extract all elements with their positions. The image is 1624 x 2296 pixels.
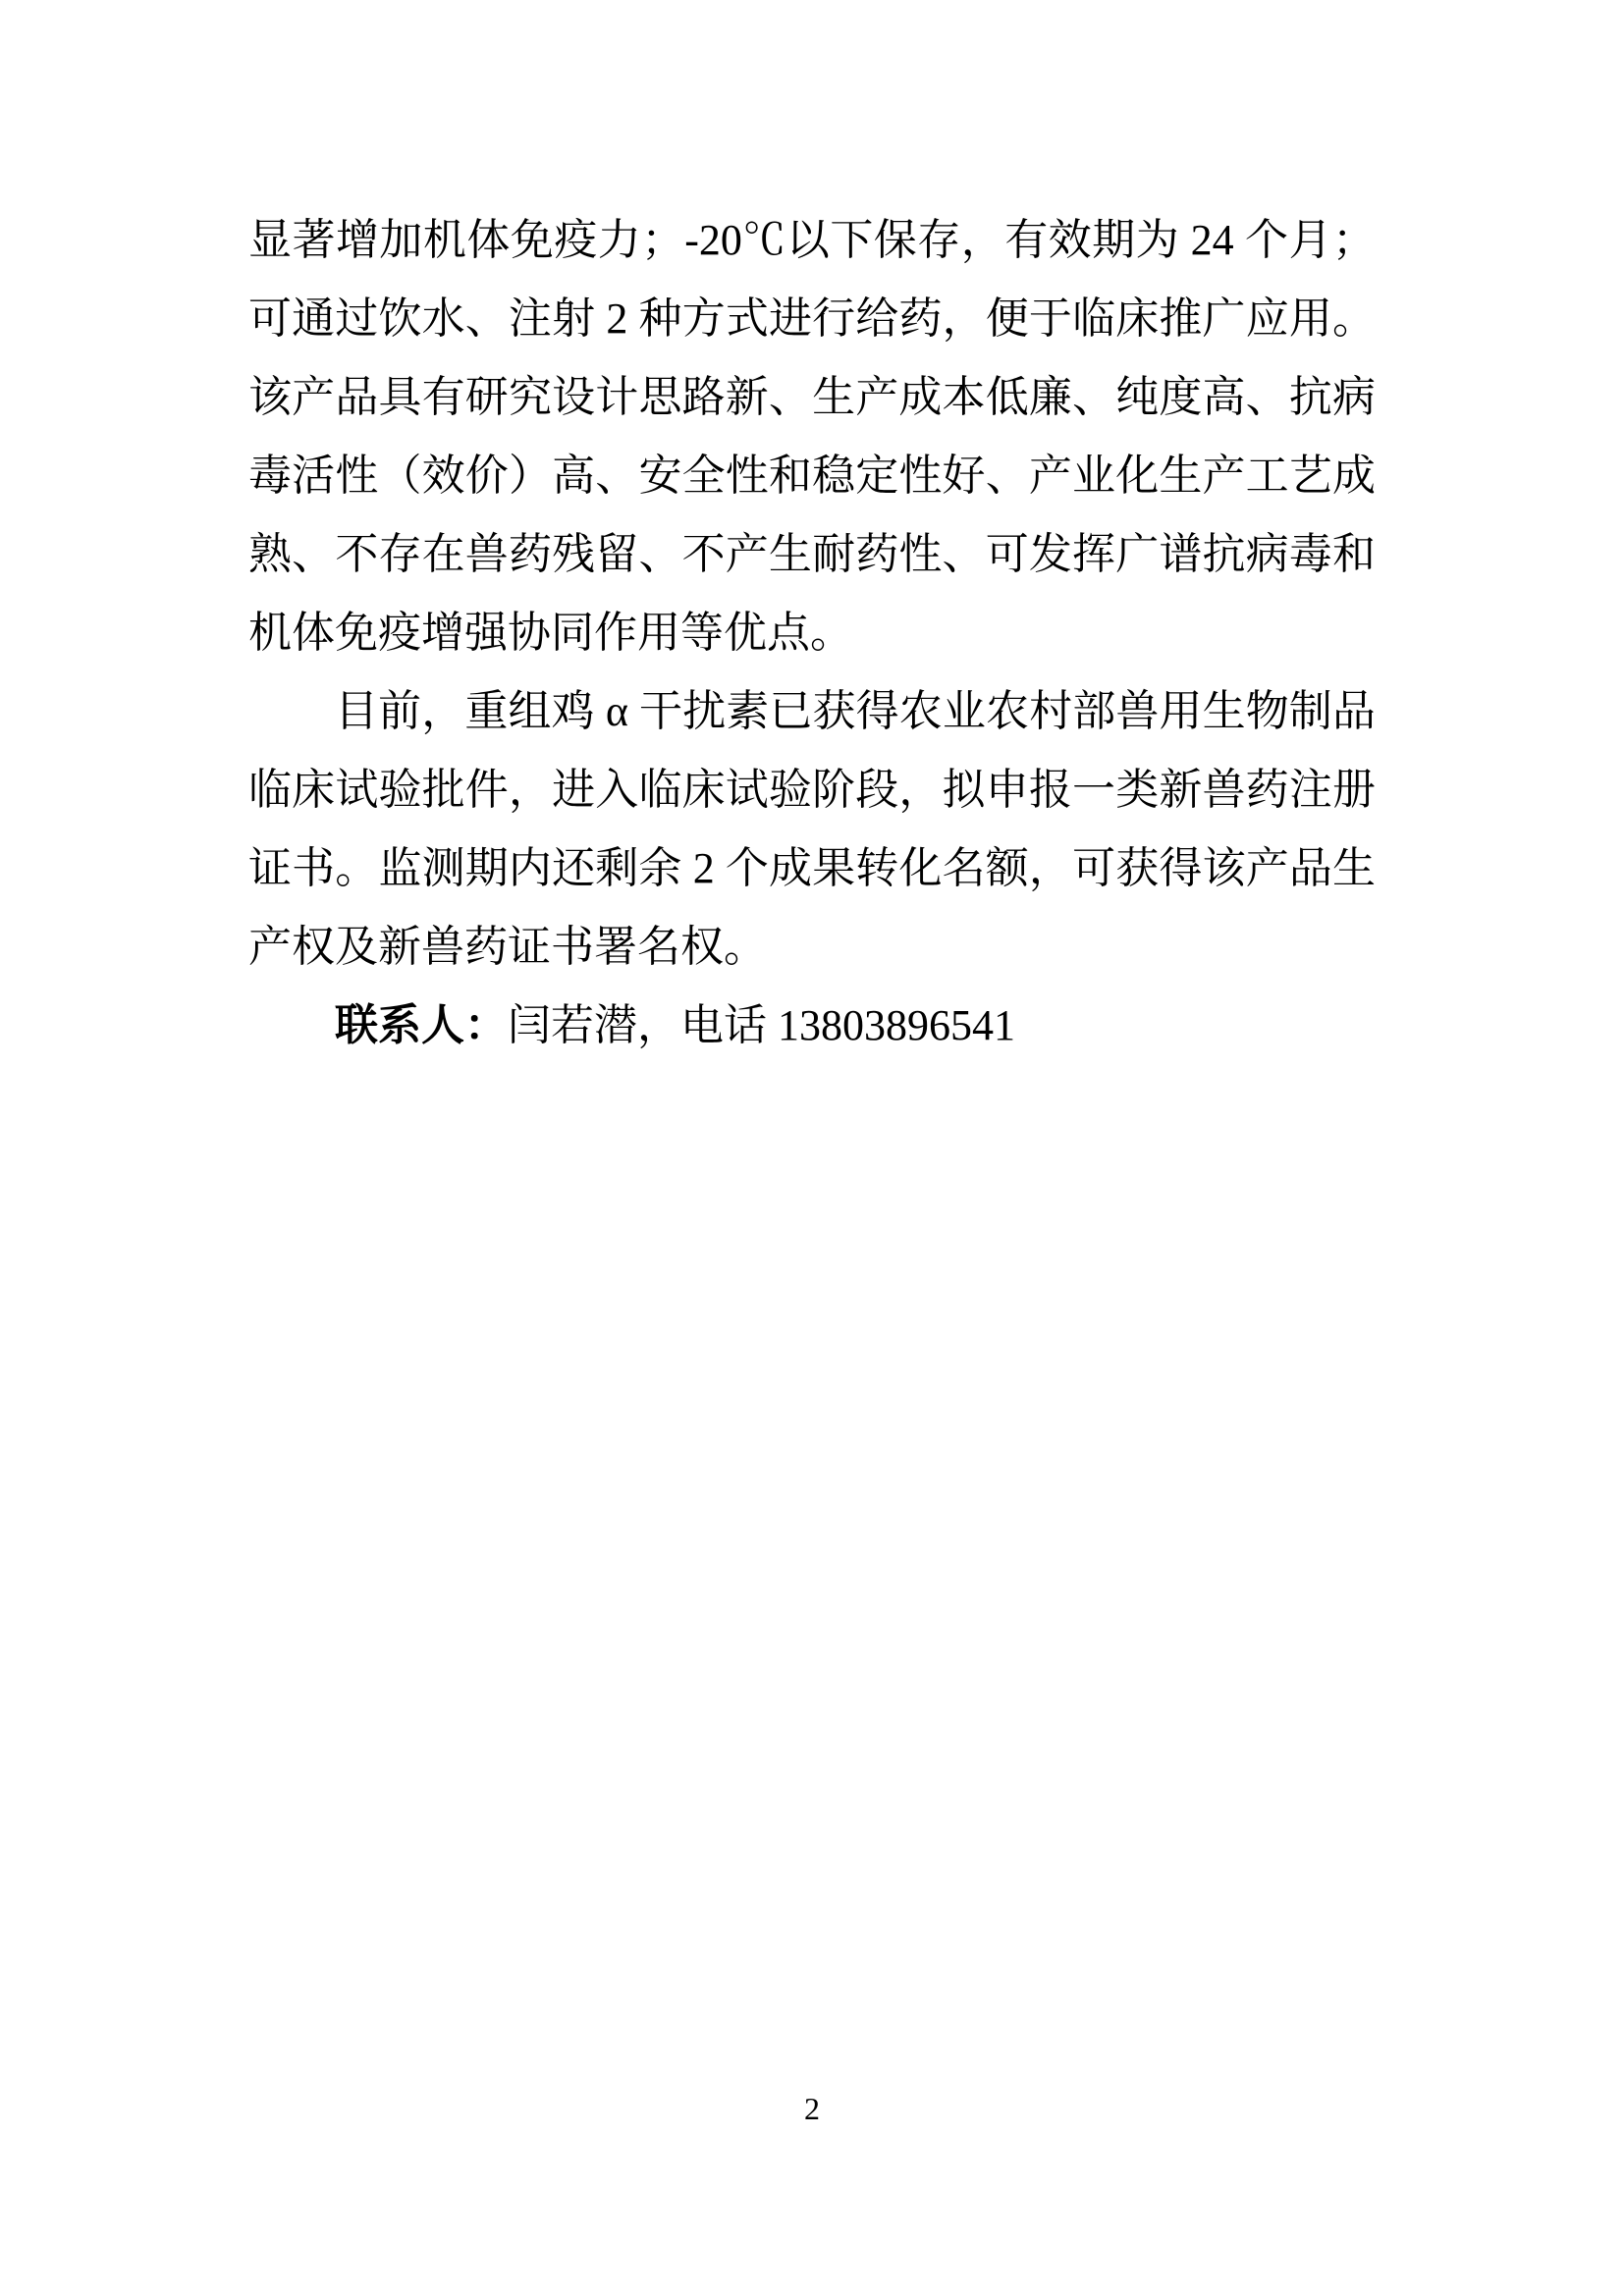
paragraph-end-line: 机体免疫增强协同作用等优点。 — [248, 609, 853, 657]
contact-label: 联系人： — [335, 1001, 508, 1049]
page-number: 2 — [804, 2091, 820, 2126]
paragraph-end-line: 产权及新兽药证书署名权。 — [248, 923, 767, 971]
text-line: 证书。监测期内还剩余 2 个成果转化名额，可获得该产品生 — [248, 844, 1376, 892]
text-line: 毒活性（效价）高、安全性和稳定性好、产业化生产工艺成 — [248, 452, 1376, 500]
contact-line — [248, 987, 1376, 1065]
text-line: 显著增加机体免疫力；-20℃以下保存，有效期为 24 个月； — [248, 216, 1376, 264]
text-line: 可通过饮水、注射 2 种方式进行给药，便于临床推广应用。 — [248, 294, 1376, 343]
text-line: 该产品具有研究设计思路新、生产成本低廉、纯度高、抗病 — [248, 373, 1376, 421]
contact-value: 闫若潜，电话 13803896541 — [508, 1001, 1015, 1049]
text-line: 熟、不存在兽药残留、不产生耐药性、可发挥广谱抗病毒和 — [248, 530, 1376, 578]
paragraph-first-line: 目前，重组鸡 α 干扰素已获得农业农村部兽用生物制品 — [335, 687, 1376, 735]
text-line: 临床试验批件，进入临床试验阶段，拟申报一类新兽药注册 — [248, 766, 1376, 814]
text-block — [248, 201, 1376, 1065]
